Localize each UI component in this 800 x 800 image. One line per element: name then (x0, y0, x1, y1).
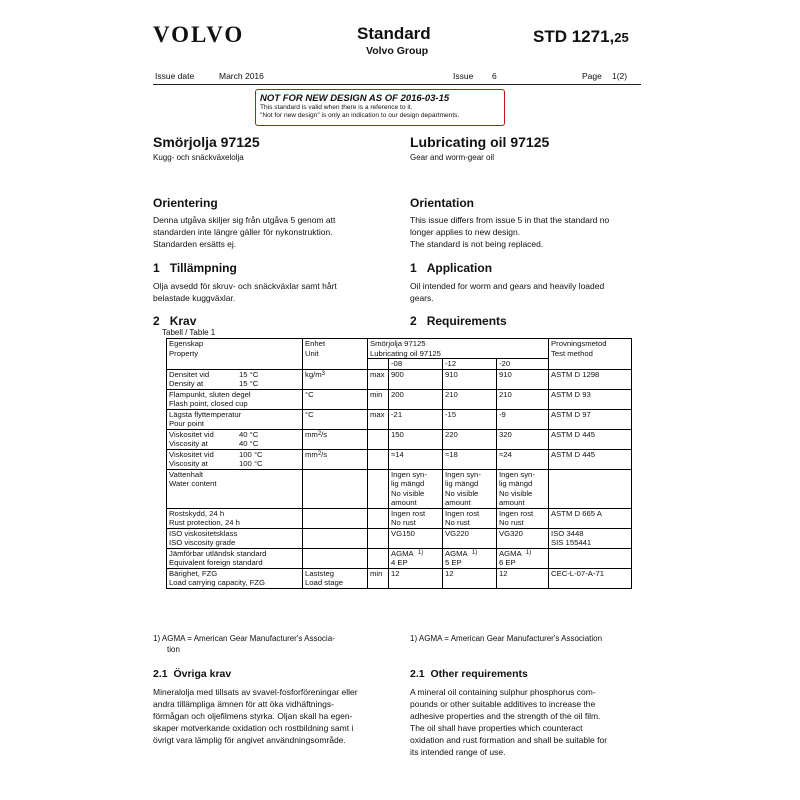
method-cell: ASTM D 445 (549, 449, 632, 469)
method-cell (549, 548, 632, 568)
method-cell: CEC-L-07-A-71 (549, 568, 632, 588)
method-cell: ASTM D 445 (549, 429, 632, 449)
issue-date-label: Issue date (155, 71, 195, 81)
text-line: Denna utgåva skiljer sig från utgåva 5 genom att (153, 215, 336, 225)
text-line: Mineralolja med tillsats av svavel-fosforföreningar eller (153, 687, 358, 697)
orientation-text-en (410, 214, 650, 250)
value-cell: Ingen syn- lig mängd No visible amount (389, 469, 443, 508)
header-test-method: Provningsmetod Test method (549, 339, 632, 370)
value-cell: 320 (497, 429, 549, 449)
value-cell: Ingen rost No rust (389, 508, 443, 528)
text-line: standarden inte längre gäller för nykonstruktion. (153, 227, 333, 237)
text-line: förmågan och oljefilmens styrka. Oljan skall ha egen- (153, 711, 353, 721)
unit-cell: $mm^2/s$ (303, 429, 368, 449)
text-line: belastade kuggväxlar. (153, 293, 236, 303)
value-cell: 910 (497, 369, 549, 389)
other-requirements-heading-en: 2.1 Other requirements (410, 668, 528, 680)
text-line: The oil shall have properties which counteract (410, 723, 583, 733)
page-label: Page (582, 71, 602, 81)
text-line: Standarden ersätts ej. (153, 239, 237, 249)
unit-cell: $kg/m^3$ (303, 369, 368, 389)
table-row (167, 528, 632, 548)
document-owner: Volvo Group (366, 45, 429, 57)
text-line: The standard is not being replaced. (410, 239, 544, 249)
grade-08: -08 (389, 359, 443, 370)
unit-cell (303, 528, 368, 548)
value-cell: ≈18 (443, 449, 497, 469)
header-rule (153, 84, 641, 85)
value-cell: VG220 (443, 528, 497, 548)
text-line: A mineral oil containing sulphur phosphorus com- (410, 687, 596, 697)
method-cell: ISO 3448 SIS 155441 (549, 528, 632, 548)
limit-cell (368, 528, 389, 548)
value-cell: 910 (443, 369, 497, 389)
limit-cell: min (368, 389, 389, 409)
table-row (167, 548, 632, 568)
footnote-en: 1) AGMA = American Gear Manufacturer's Association (410, 634, 603, 643)
volvo-logo: VOLVO (153, 22, 245, 47)
other-requirements-heading-sv: 2.1 Övriga krav (153, 668, 232, 680)
header-property: Egenskap Property (167, 339, 303, 370)
header-oil: Smörjolja 97125 Lubricating oil 97125 (368, 339, 549, 359)
footnote-sv (153, 633, 335, 655)
value-cell: ≈14 (389, 449, 443, 469)
limit-cell: min (368, 568, 389, 588)
table-row (167, 449, 632, 469)
limit-cell (368, 508, 389, 528)
text-line: gears. (410, 293, 434, 303)
method-cell: ASTM D 97 (549, 409, 632, 429)
property-cell: Flampunkt, sluten degel Flash point, closed cup (167, 389, 303, 409)
table-caption: Tabell / Table 1 (162, 328, 216, 337)
property-cell: ISO viskositetsklass ISO viscosity grade (167, 528, 303, 548)
text-line: andra tillämpliga ämnen för att öka vidhäftnings- (153, 699, 334, 709)
value-cell: ≈24 (497, 449, 549, 469)
value-cell: -15 (443, 409, 497, 429)
value-cell: 12 (443, 568, 497, 588)
text-line: 1) AGMA = American Gear Manufacturer's Associa- (153, 634, 335, 643)
property-cell: Vattenhalt Water content (167, 469, 303, 508)
value-cell: 210 (497, 389, 549, 409)
application-heading-sv: 1 Tillämpning (153, 261, 237, 275)
other-requirements-text-en (410, 686, 650, 758)
value-cell: AGMA $^{1)}$ 4 EP (389, 548, 443, 568)
requirements-table (166, 338, 632, 589)
title-sv: Smörjolja 97125 (153, 134, 260, 150)
grade-12: -12 (443, 359, 497, 370)
property-cell: Viskositet vid 40 °C Viscosity at 40 °C (167, 429, 303, 449)
text-line: oxidation and rust formation and shall be suitable for (410, 735, 608, 745)
limit-cell (368, 429, 389, 449)
text-line: longer applies to new design. (410, 227, 521, 237)
value-cell: Ingen rost No rust (497, 508, 549, 528)
value-cell: 12 (389, 568, 443, 588)
text-line: pounds or other suitable additives to increase the (410, 699, 596, 709)
application-heading-en: 1 Application (410, 261, 493, 275)
text-line: adhesive properties and the strength of the oil film. (410, 711, 601, 721)
subtitle-sv: Kugg- och snäckväxelolja (153, 153, 244, 162)
issue-number: 6 (492, 71, 497, 81)
grade-20: -20 (497, 359, 549, 370)
value-cell: -9 (497, 409, 549, 429)
issue-date: March 2016 (219, 71, 264, 81)
limit-cell: max (368, 409, 389, 429)
orientation-text-sv (153, 214, 398, 250)
orientation-heading-sv: Orientering (153, 196, 218, 210)
value-cell: AGMA $^{1)}$ 6 EP (497, 548, 549, 568)
text-line: This issue differs from issue 5 in that the standard no (410, 215, 610, 225)
limit-cell (368, 469, 389, 508)
table-row (167, 568, 632, 588)
property-cell: Densitet vid 15 °C Density at 15 °C (167, 369, 303, 389)
method-cell: ASTM D 665 A (549, 508, 632, 528)
limit-cell: max (368, 369, 389, 389)
notice-line: This standard is valid when there is a reference to it. (260, 104, 413, 111)
table-row (167, 469, 632, 508)
unit-cell: °C (303, 409, 368, 429)
unit-cell: Laststeg Load stage (303, 568, 368, 588)
value-cell: 200 (389, 389, 443, 409)
value-cell: 220 (443, 429, 497, 449)
table-row (167, 389, 632, 409)
application-text-sv (153, 280, 398, 304)
notice-line: "Not for new design" is only an indication to our design departments. (260, 112, 460, 119)
header-unit: Enhet Unit (303, 339, 368, 370)
unit-cell (303, 469, 368, 508)
unit-cell (303, 508, 368, 528)
other-requirements-text-sv (153, 686, 403, 746)
value-cell: 210 (443, 389, 497, 409)
table-row (167, 369, 632, 389)
property-cell: Viskositet vid 100 °C Viscosity at 100 °C (167, 449, 303, 469)
document-type: Standard (357, 24, 431, 43)
unit-cell: $mm^2/s$ (303, 449, 368, 469)
application-text-en (410, 280, 650, 304)
standard-number: STD 1271,25 (533, 27, 629, 46)
title-en: Lubricating oil 97125 (410, 134, 550, 150)
table-row (167, 429, 632, 449)
limit-cell (368, 449, 389, 469)
table-row (167, 508, 632, 528)
text-line: Oil intended for worm and gears and heavily loaded (410, 281, 605, 291)
property-cell: Bärighet, FZG Load carrying capacity, FZG (167, 568, 303, 588)
value-cell: VG150 (389, 528, 443, 548)
property-cell: Lägsta flyttemperatur Pour point (167, 409, 303, 429)
table-header-row (167, 339, 632, 359)
notice-title: NOT FOR NEW DESIGN AS OF 2016-03-15 (260, 93, 450, 104)
value-cell: Ingen syn- lig mängd No visible amount (443, 469, 497, 508)
value-cell: 150 (389, 429, 443, 449)
method-cell: ASTM D 1298 (549, 369, 632, 389)
unit-cell (303, 548, 368, 568)
value-cell: 12 (497, 568, 549, 588)
value-cell: -21 (389, 409, 443, 429)
value-cell: 900 (389, 369, 443, 389)
text-line: övrigt vara lämplig för angivet användningsområde. (153, 735, 346, 745)
issue-label: Issue (453, 71, 474, 81)
value-cell: VG320 (497, 528, 549, 548)
text-line: Olja avsedd för skruv- och snäckväxlar samt hårt (153, 281, 337, 291)
value-cell: Ingen rost No rust (443, 508, 497, 528)
table-row (167, 409, 632, 429)
text-line: its intended range of use. (410, 747, 506, 757)
grade-blank (368, 359, 389, 370)
limit-cell (368, 548, 389, 568)
page-number: 1(2) (612, 71, 628, 81)
value-cell: Ingen syn- lig mängd No visible amount (497, 469, 549, 508)
text-line: skaper motverkande oxidation och rostbildning samt i (153, 723, 354, 733)
not-for-new-design-notice (255, 89, 505, 126)
text-line: tion (167, 645, 180, 654)
property-cell: Rostskydd, 24 h Rust protection, 24 h (167, 508, 303, 528)
unit-cell: °C (303, 389, 368, 409)
requirements-heading-en: 2 Requirements (410, 314, 507, 328)
method-cell (549, 469, 632, 508)
requirements-heading-sv: 2 Krav (153, 314, 197, 328)
property-cell: Jämförbar utländsk standard Equivalent foreign standard (167, 548, 303, 568)
orientation-heading-en: Orientation (410, 196, 475, 210)
value-cell: AGMA $^{1)}$ 5 EP (443, 548, 497, 568)
method-cell: ASTM D 93 (549, 389, 632, 409)
subtitle-en: Gear and worm-gear oil (410, 153, 495, 162)
